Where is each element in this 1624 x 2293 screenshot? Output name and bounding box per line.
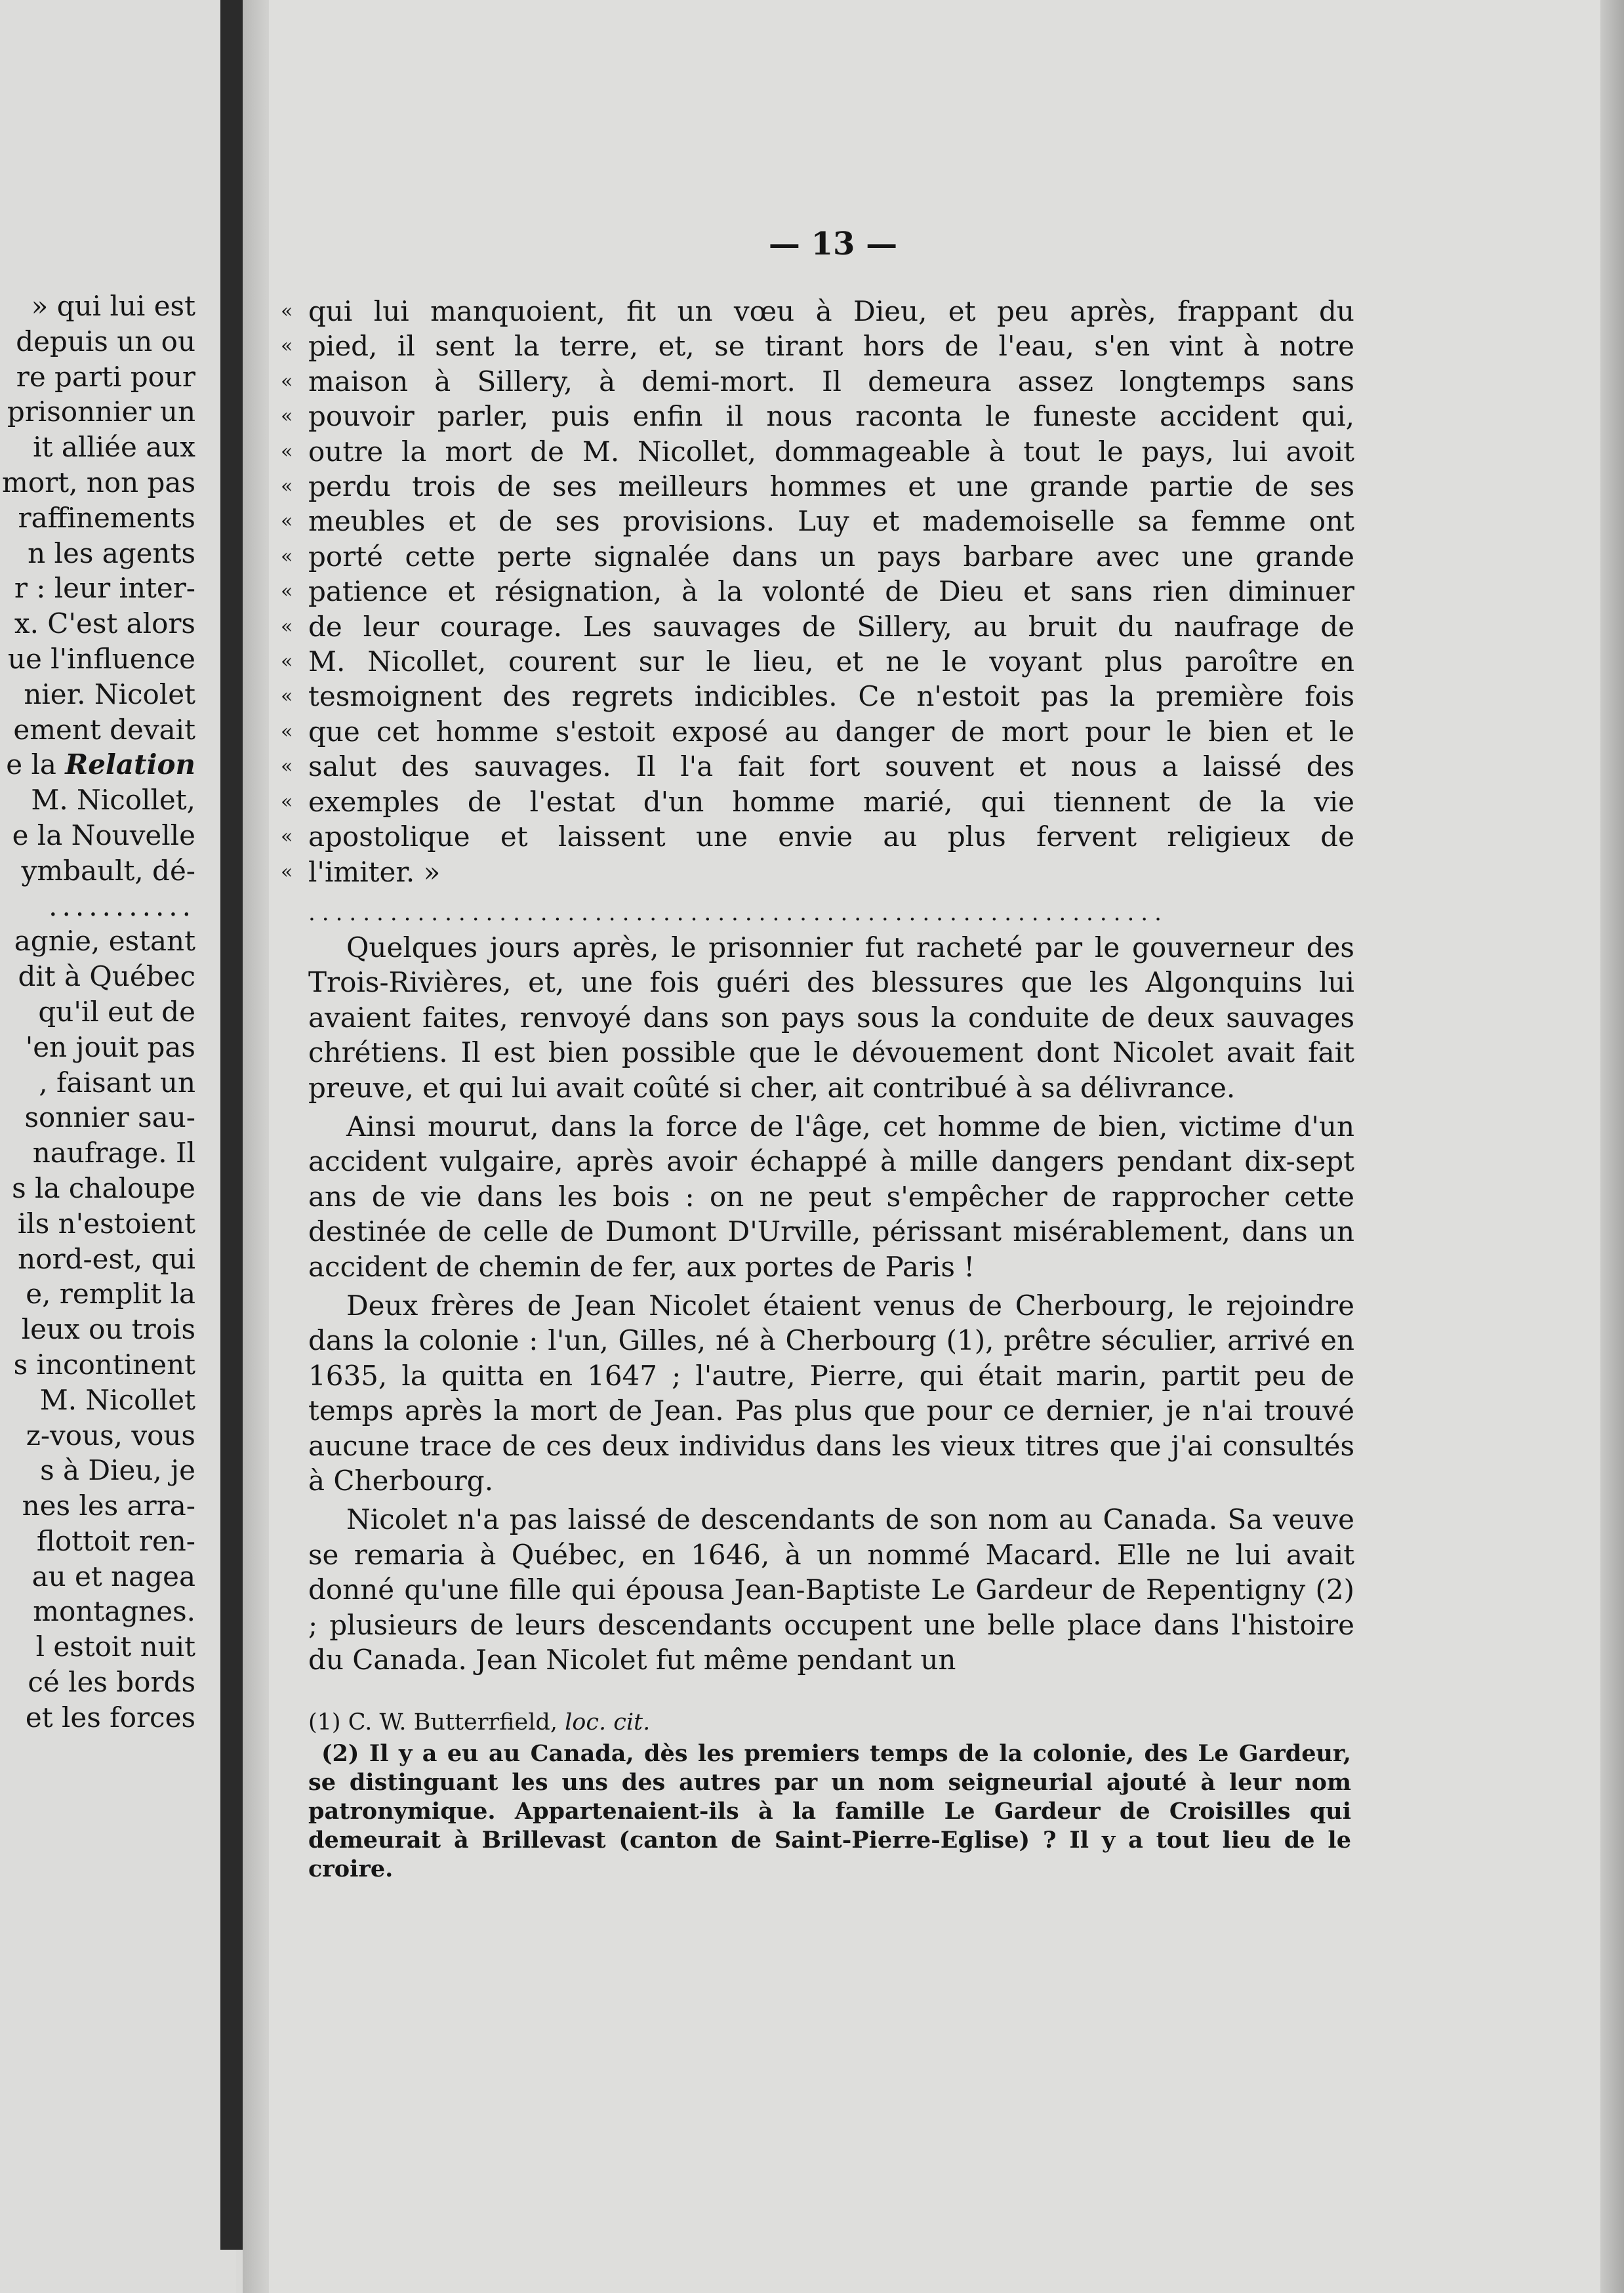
- facing-page-line: naufrage. Il: [32, 1137, 195, 1169]
- gutter-bar: [220, 0, 243, 2250]
- facing-page-line: l estoit nuit: [35, 1631, 195, 1663]
- quote-line-text: de leur courage. Les sauvages de Sillery, au bruit du naufrage de: [308, 610, 1354, 643]
- quote-line: [281, 469, 1354, 504]
- quote-line: [281, 819, 1354, 854]
- quote-line-text: maison à Sillery, à demi-mort. Il demeura assez longtemps sans: [308, 365, 1354, 397]
- paragraph: Quelques jours après, le prisonnier fut racheté par le gouverneur des Trois-Rivières, et, une fois guéri des blessures que les Algonquins lui avaient faites, renvoyé dans son pays sous la conduite de deux sauvages chrétiens. Il est bien possible que le dévouement dont Nicolet avait fait preuve, et qui lui avait coûté si cher, ait contribué à sa délivrance.: [308, 931, 1354, 1104]
- quote-line: [281, 539, 1354, 574]
- facing-page-line: 'en jouit pas: [25, 1030, 195, 1063]
- quote-line: [281, 329, 1354, 363]
- quote-line: [281, 364, 1354, 399]
- facing-page-line: n les agents: [28, 537, 195, 569]
- facing-page-line: , faisant un: [39, 1066, 195, 1099]
- body-text: [281, 294, 1354, 1677]
- quote-line: [281, 749, 1354, 784]
- guillemet-mark: «: [281, 369, 293, 393]
- guillemet-mark: «: [281, 335, 293, 358]
- quote-line: [281, 294, 1354, 329]
- facing-page-line: re parti pour: [16, 360, 195, 393]
- facing-page-line: e, remplit la: [26, 1278, 195, 1310]
- paragraph: Nicolet n'a pas laissé de descendants de son nom au Canada. Sa veuve se remaria à Québec, en 1646, à un nommé Macard. Elle ne lui avait donné qu'une fille qui épousa Jean-Baptiste Le Gardeur de Repentigny (2) ; plusieurs de leurs descendants occupent une belle place dans l'histoire du Canada. Jean Nicolet fut même pendant un: [308, 1503, 1354, 1676]
- footnote-1: [308, 1708, 1351, 1737]
- guillemet-mark: «: [281, 685, 293, 708]
- quote-line-text: pouvoir parler, puis enfin il nous raconta le funeste accident qui,: [308, 400, 1354, 433]
- guillemet-mark: «: [281, 475, 293, 498]
- facing-page-line: z-vous, vous: [26, 1419, 195, 1451]
- facing-page: [0, 0, 236, 2293]
- quote-line: [281, 504, 1354, 538]
- quote-line-text: qui lui manquoient, fit un vœu à Dieu, et peu après, frappant du: [308, 295, 1354, 327]
- facing-page-line: raffinements: [18, 501, 195, 534]
- facing-page-line: sonnier sau-: [24, 1101, 195, 1134]
- facing-page-italic-word: Relation: [65, 748, 195, 781]
- quote-line: [281, 434, 1354, 469]
- guillemet-mark: «: [281, 615, 293, 638]
- facing-page-line: ymbault, dé-: [21, 854, 195, 887]
- quote-line-text: outre la mort de M. Nicollet, dommageable à tout le pays, lui avoit: [308, 435, 1354, 468]
- quote-line: [281, 855, 1354, 889]
- facing-page-text: [0, 289, 195, 1735]
- quote-line-text: meubles et de ses provisions. Luy et mademoiselle sa femme ont: [308, 505, 1354, 538]
- quote-line-text: porté cette perte signalée dans un pays barbare avec une grande: [308, 540, 1354, 573]
- page-edge: [1600, 0, 1624, 2293]
- quote-line-text: tesmoignent des regrets indicibles. Ce n'estoit pas la première fois: [308, 680, 1354, 713]
- facing-page-line: nes les arra-: [22, 1490, 195, 1522]
- facing-page-line: flottoit ren-: [36, 1524, 195, 1557]
- quote-line-text: pied, il sent la terre, et, se tirant hors de l'eau, s'en vint à notre: [308, 330, 1354, 363]
- facing-page-line: r : leur inter-: [14, 572, 195, 605]
- facing-page-line: au et nagea: [31, 1560, 195, 1593]
- guillemet-mark: «: [281, 755, 293, 779]
- footnote-2: (2) Il y a eu au Canada, dès les premiers temps de la colonie, des Le Gardeur, se distinguant les uns des autres par un nom seigneurial ajouté à leur nom patronymique. Appartenaient-ils à la famille Le Gardeur de Croisilles qui demeurait à Brillevast (canton de Saint-Pierre-Eglise) ? Il y a tout lieu de le croire.: [308, 1740, 1351, 1882]
- guillemet-mark: «: [281, 544, 293, 568]
- quote-line: [281, 399, 1354, 434]
- gutter-shadow: [243, 0, 269, 2293]
- facing-page-line: dit à Québec: [18, 960, 195, 993]
- quote-line: [281, 784, 1354, 819]
- facing-page-line: nord-est, qui: [18, 1242, 195, 1275]
- quote-line-text: patience et résignation, à la volonté de Dieu et sans rien diminuer: [308, 575, 1354, 608]
- quotation-block: [281, 294, 1354, 889]
- facing-page-line: montagnes.: [33, 1595, 195, 1628]
- facing-page-line: s à Dieu, je: [40, 1454, 195, 1487]
- quote-line-text: apostolique et laissent une envie au plus fervent religieux de: [308, 821, 1354, 853]
- quote-line: [281, 574, 1354, 609]
- facing-page-line: mort, non pas: [2, 466, 195, 498]
- facing-page-line: qu'il eut de: [38, 995, 195, 1028]
- quote-line-text: M. Nicollet, courent sur le lieu, et ne le voyant plus paroître en: [308, 645, 1354, 678]
- facing-page-line: ue l'influence: [7, 642, 195, 675]
- page-number: — 13 —: [768, 226, 898, 262]
- facing-page-line: M. Nicollet,: [31, 784, 195, 817]
- guillemet-mark: «: [281, 405, 293, 428]
- quote-line: [281, 679, 1354, 714]
- guillemet-mark: «: [281, 720, 293, 743]
- facing-page-line: depuis un ou: [16, 325, 195, 357]
- paragraph: Ainsi mourut, dans la force de l'âge, cet homme de bien, victime d'un accident vulgaire, après avoir échappé à mille dangers pendant dix-sept ans de vie dans les bois : on ne peut s'empêcher de rapprocher cette destinée de celle de Dumont D'Urville, périssant misérablement, dans un accident de chemin de fer, aux portes de Paris !: [308, 1110, 1354, 1283]
- facing-page-line: ils n'estoient: [17, 1207, 195, 1240]
- facing-page-line: s la chaloupe: [12, 1171, 195, 1204]
- guillemet-mark: «: [281, 825, 293, 849]
- quote-line-text: exemples de l'estat d'un homme marié, qui tiennent de la vie: [308, 785, 1354, 818]
- quote-line: [281, 714, 1354, 749]
- facing-page-line: [0, 747, 195, 782]
- guillemet-mark: «: [281, 439, 293, 463]
- facing-page-line: ement devait: [13, 713, 195, 746]
- facing-page-line: et les forces: [25, 1701, 195, 1734]
- guillemet-mark: «: [281, 300, 293, 323]
- quote-line-text: que cet homme s'estoit exposé au danger de mort pour le bien et le: [308, 715, 1354, 748]
- facing-page-line: nier. Nicolet: [24, 678, 195, 710]
- facing-page-line: e la Nouvelle: [12, 819, 195, 851]
- facing-page-line: prisonnier un: [7, 396, 195, 428]
- quote-line: [281, 644, 1354, 679]
- guillemet-mark: «: [281, 650, 293, 674]
- quote-line: [281, 609, 1354, 644]
- guillemet-mark: «: [281, 580, 293, 603]
- facing-page-line: ...........: [49, 889, 195, 922]
- facing-page-line: agnie, estant: [14, 925, 195, 958]
- quote-line-text: l'imiter. »: [308, 855, 441, 888]
- quote-line-text: perdu trois de ses meilleurs hommes et une grande partie de ses: [308, 470, 1354, 503]
- facing-page-line: x. C'est alors: [14, 607, 195, 640]
- footnote-1-text: (1) C. W. Butterrfield,: [308, 1709, 558, 1735]
- facing-page-line: leux ou trois: [21, 1313, 195, 1346]
- ellipsis-divider: ...............................................................: [308, 906, 1168, 926]
- facing-page-line: M. Nicollet: [39, 1383, 195, 1416]
- footnote-1-citation: loc. cit.: [565, 1709, 651, 1735]
- facing-page-line: s incontinent: [13, 1348, 195, 1381]
- facing-page-line: cé les bords: [28, 1666, 195, 1699]
- guillemet-mark: «: [281, 510, 293, 533]
- facing-page-fragment: e la: [6, 748, 56, 781]
- footnotes: [308, 1708, 1351, 1884]
- facing-page-line: it alliée aux: [33, 431, 195, 464]
- paragraph: Deux frères de Jean Nicolet étaient venus de Cherbourg, le rejoindre dans la colonie : l'un, Gilles, né à Cherbourg (1), prêtre séculier, arrivé en 1635, la quitta en 1647 ; l'autre, Pierre, qui était marin, partit peu de temps après la mort de Jean. Pas plus que pour ce dernier, je n'ai trouvé aucune trace de ces deux individus dans les vieux titres que j'ai consultés à Cherbourg.: [308, 1289, 1354, 1497]
- guillemet-mark: «: [281, 860, 293, 883]
- facing-page-line: » qui lui est: [31, 290, 195, 322]
- quote-line-text: salut des sauvages. Il l'a fait fort souvent et nous a laissé des: [308, 750, 1354, 783]
- guillemet-mark: «: [281, 790, 293, 813]
